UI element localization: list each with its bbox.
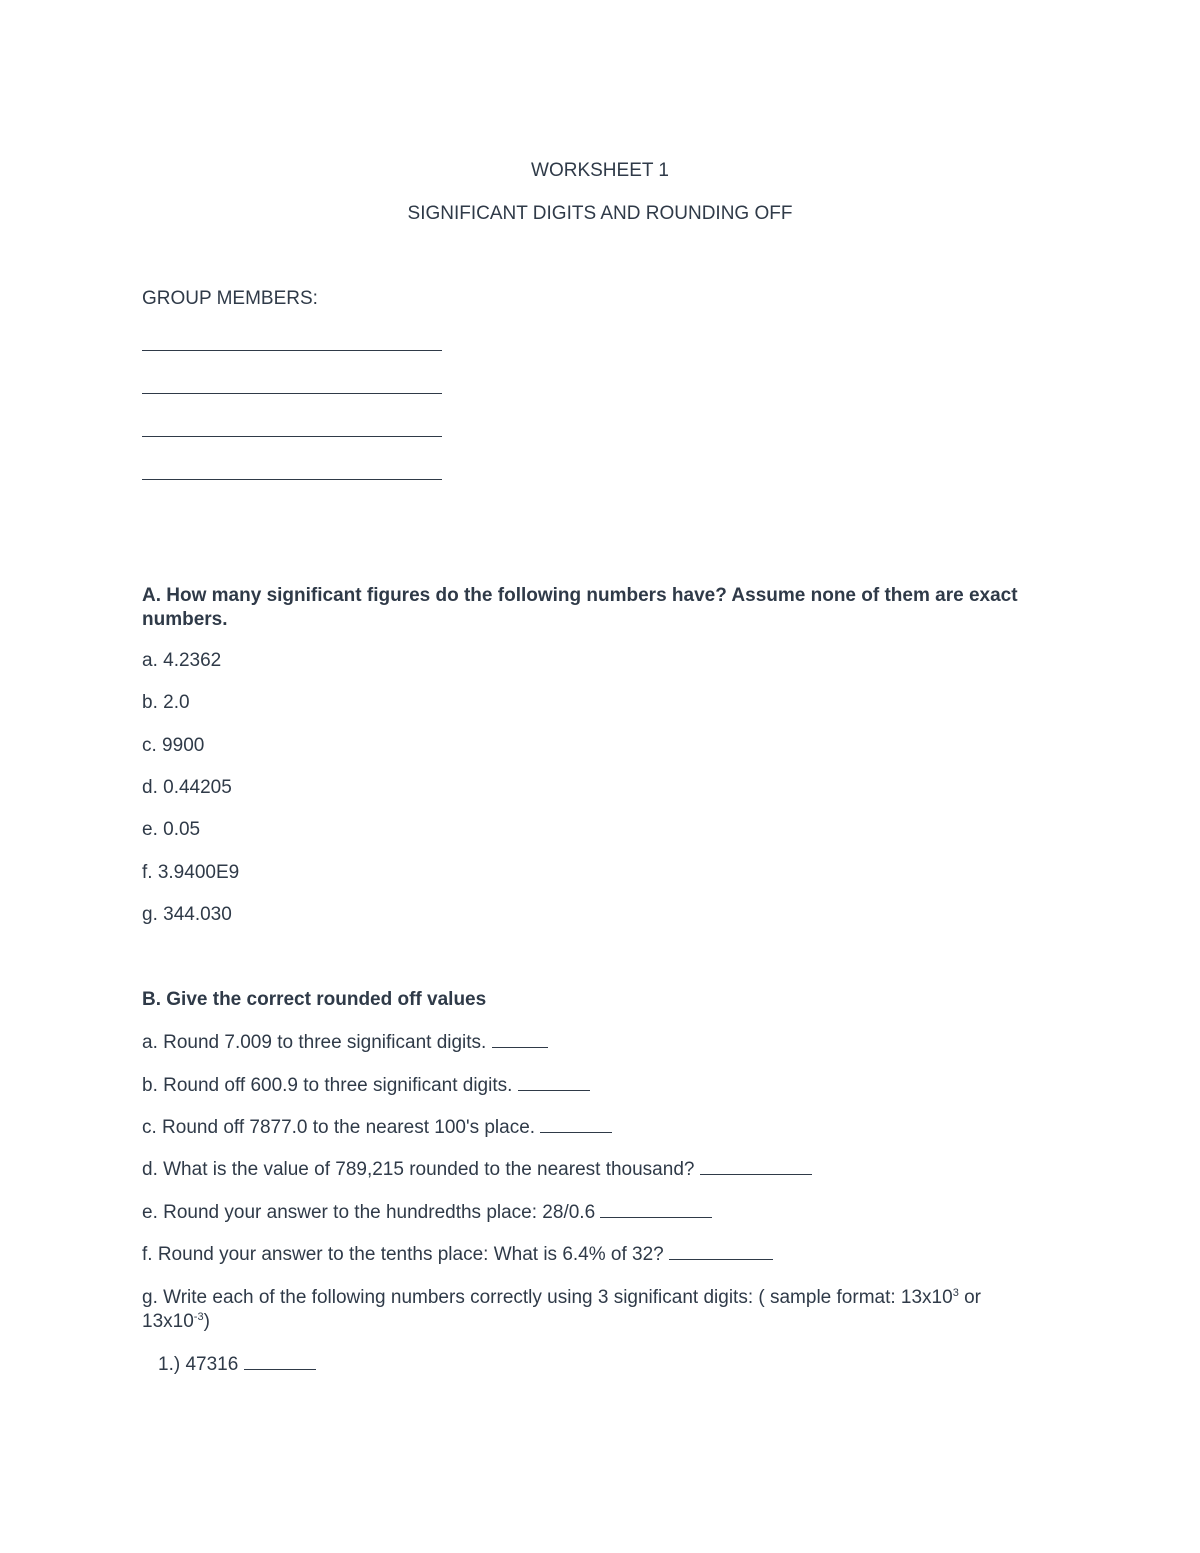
section-a-item: d. 0.44205 [142,777,232,798]
g-line2: 13x10 [142,1311,194,1332]
answer-blank[interactable] [700,1158,812,1175]
g-middle: or [958,1287,982,1308]
section-a-item: b. 2.0 [142,692,190,713]
section-b-item-text: d. What is the value of 789,215 rounded to the nearest thousand? [142,1159,695,1180]
page-subtitle: SIGNIFICANT DIGITS AND ROUNDING OFF [407,203,793,224]
answer-blank[interactable] [518,1074,590,1091]
section-b-item [142,1031,548,1054]
section-a-item: g. 344.030 [142,904,232,925]
member-line-1[interactable] [142,350,442,351]
section-a-item: c. 9900 [142,735,205,756]
g-exponent: -3 [193,1311,204,1323]
section-b-item-text: f. Round your answer to the tenths place: What is 6.4% of 32? [142,1244,664,1265]
answer-blank[interactable] [244,1353,316,1370]
section-b-item [142,1243,773,1266]
g-close: ) [203,1311,210,1332]
g-prefix: g. Write each of the following numbers correctly using 3 significant digits: ( sample format: 13x10 [142,1287,953,1308]
section-a-item: a. 4.2362 [142,650,222,671]
sub-item-text: 1.) 47316 [158,1354,239,1375]
section-b-item-text: a. Round 7.009 to three significant digits. [142,1032,487,1053]
page-title: WORKSHEET 1 [531,160,669,181]
section-a-item: e. 0.05 [142,819,201,840]
member-line-3[interactable] [142,436,442,437]
group-members-label: GROUP MEMBERS: [142,288,318,309]
section-b-item-text: c. Round off 7877.0 to the nearest 100's place. [142,1117,536,1138]
section-b-item-text: e. Round your answer to the hundredths place: 28/0.6 [142,1202,596,1223]
section-b-item [142,1201,712,1224]
answer-blank[interactable] [600,1201,712,1218]
answer-blank[interactable] [669,1243,773,1260]
member-line-4[interactable] [142,479,442,480]
section-a-heading: A. How many significant figures do the following numbers have? Assume none of them are exact numbers. [142,585,1018,630]
answer-blank[interactable] [540,1116,612,1133]
section-b-item-g-line2 [142,1311,210,1333]
sub-item [158,1353,316,1376]
section-b-item [142,1158,812,1181]
section-b-heading: B. Give the correct rounded off values [142,989,487,1010]
member-line-2[interactable] [142,393,442,394]
answer-blank[interactable] [492,1031,548,1048]
section-b-item [142,1074,590,1097]
section-b-item [142,1116,612,1139]
section-b-item-g [142,1287,981,1309]
g-exponent: 3 [952,1287,959,1299]
section-a-item: f. 3.9400E9 [142,862,240,883]
section-b-item-text: b. Round off 600.9 to three significant digits. [142,1075,513,1096]
